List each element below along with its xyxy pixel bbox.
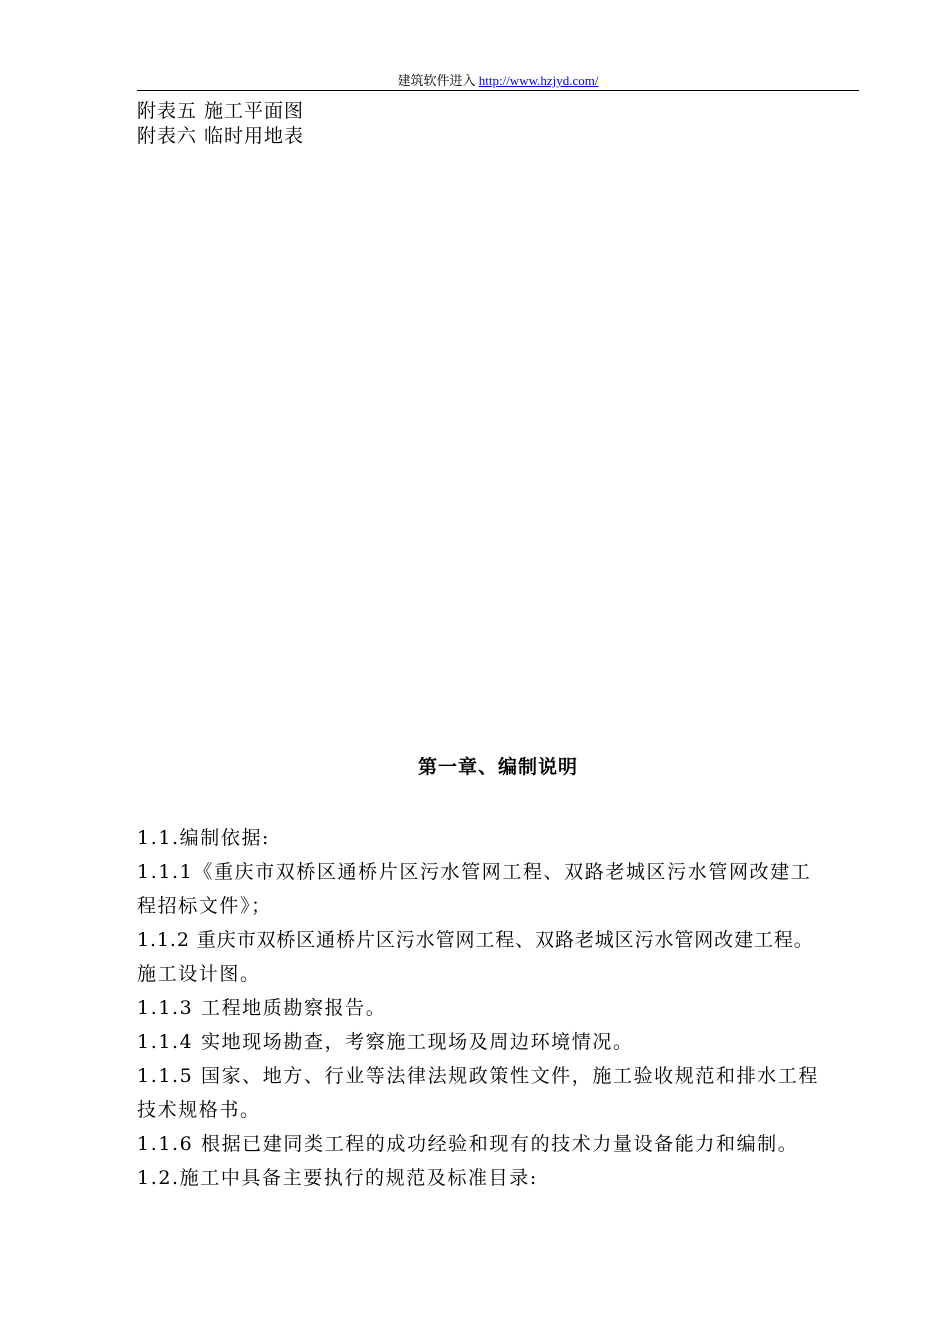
body-line: 技术规格书。	[137, 1099, 261, 1121]
chapter-title: 第一章、编制说明	[417, 756, 578, 778]
body-paragraphs	[137, 821, 859, 1195]
body-text	[137, 821, 859, 1195]
header-rule	[137, 90, 859, 91]
appendix-list	[137, 99, 859, 149]
appendix-item-6: 附表六 临时用地表	[137, 125, 305, 147]
header-link[interactable]: http://www.hzjyd.com/	[478, 73, 599, 88]
body-line: 1.2.施工中具备主要执行的规范及标准目录:	[137, 1167, 538, 1189]
appendix-item-5: 附表五 施工平面图	[137, 100, 305, 122]
body-line: 1.1.3 工程地质勘察报告。	[137, 997, 387, 1019]
body-line: 1.1.5 国家、地方、行业等法律法规政策性文件，施工验收规范和排水工程	[137, 1065, 819, 1087]
header-prefix: 建筑软件进入	[397, 73, 479, 88]
body-line: 施工设计图。	[137, 963, 261, 985]
body-line: 1.1.6 根据已建同类工程的成功经验和现有的技术力量设备能力和编制。	[137, 1133, 799, 1155]
body-line: 程招标文件》；	[137, 895, 272, 917]
body-line: 1.1.1《重庆市双桥区通桥片区污水管网工程、双路老城区污水管网改建工	[137, 861, 812, 883]
body-line: 1.1.4 实地现场勘查，考察施工现场及周边环境情况。	[137, 1031, 634, 1053]
body-line: 1.1.2 重庆市双桥区通桥片区污水管网工程、双路老城区污水管网改建工程。	[137, 929, 814, 951]
body-line: 1.1.编制依据:	[137, 827, 271, 849]
page-header	[137, 72, 859, 90]
